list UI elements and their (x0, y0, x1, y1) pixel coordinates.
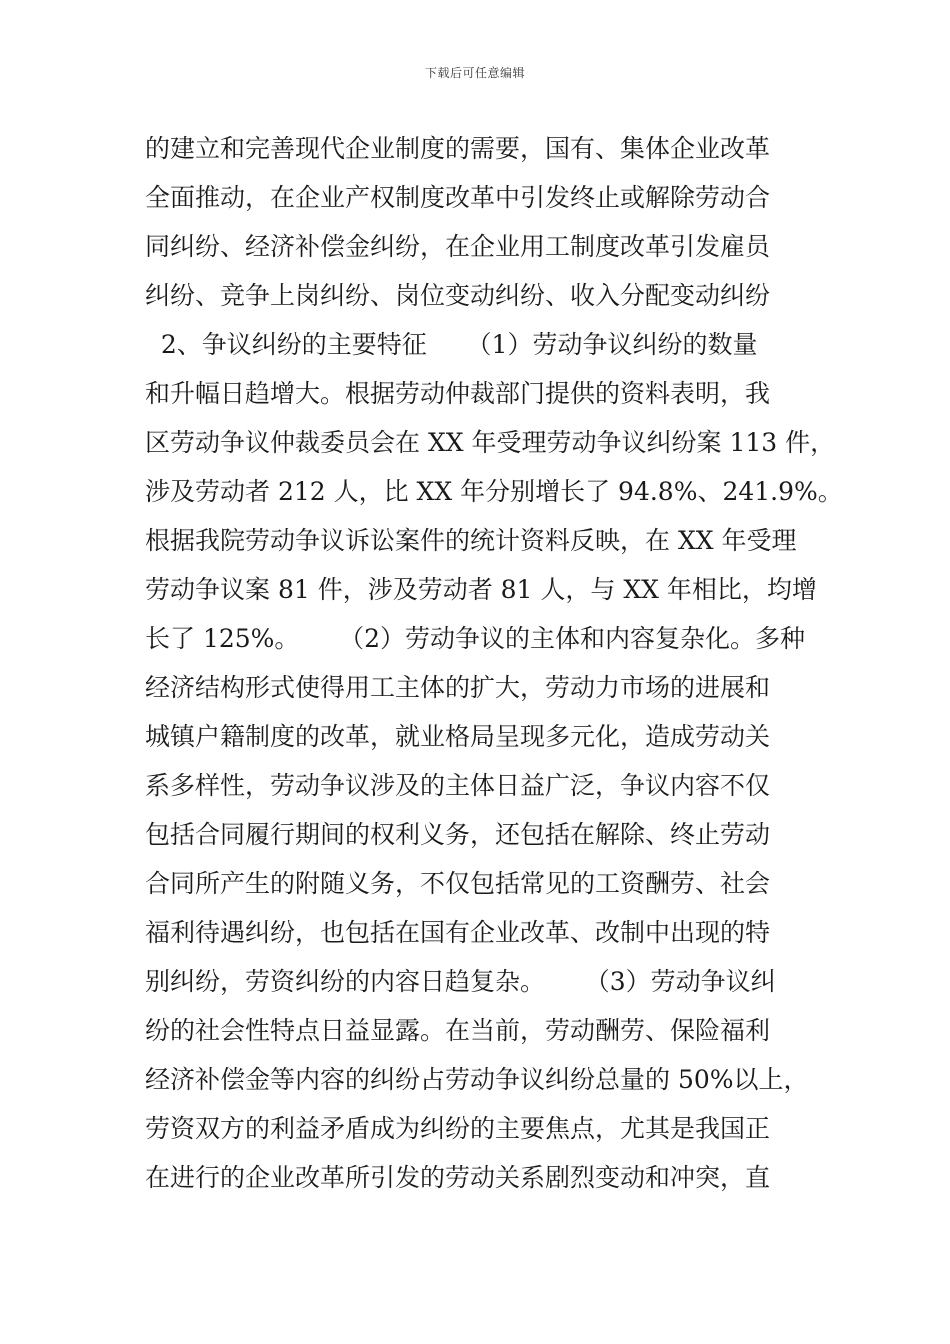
page-header: 下载后可任意编辑 (424, 66, 525, 80)
text-line: 系多样性，劳动争议涉及的主体日益广泛，争议内容不仅 (145, 771, 771, 800)
text-line: 劳资双方的利益矛盾成为纠纷的主要焦点，尤其是我国正 (145, 1114, 771, 1143)
text-line: 纷的社会性特点日益显露。在当前，劳动酬劳、保险福利 (145, 1016, 771, 1045)
text-line: 合同所产生的附随义务，不仅包括常见的工资酬劳、社会 (145, 869, 771, 898)
text-line: 长了 125%。 （2）劳动争议的主体和内容复杂化。多种 (145, 624, 806, 653)
text-line: 福利待遇纠纷，也包括在国有企业改革、改制中出现的特 (145, 918, 771, 947)
text-line: 和升幅日趋增大。根据劳动仲裁部门提供的资料表明，我 (145, 379, 771, 408)
text-line: 全面推动，在企业产权制度改革中引发终止或解除劳动合 (145, 183, 771, 212)
text-line: 的建立和完善现代企业制度的需要，国有、集体企业改革 (145, 134, 771, 163)
text-line: 在进行的企业改革所引发的劳动关系剧烈变动和冲突，直 (145, 1163, 771, 1192)
text-line: 城镇户籍制度的改革，就业格局呈现多元化，造成劳动关 (145, 722, 771, 751)
text-line: 区劳动争议仲裁委员会在 XX 年受理劳动争议纠纷案 113 件， (145, 428, 836, 457)
text-line: 根据我院劳动争议诉讼案件的统计资料反映，在 XX 年受理 (145, 526, 797, 555)
text-line: 2、争议纠纷的主要特征 （1）劳动争议纠纷的数量 (145, 330, 758, 359)
text-line: 劳动争议案 81 件，涉及劳动者 81 人，与 XX 年相比，均增 (145, 575, 817, 604)
text-line: 经济结构形式使得用工主体的扩大，劳动力市场的进展和 (145, 673, 771, 702)
text-line: 同纠纷、经济补偿金纠纷，在企业用工制度改革引发雇员 (145, 232, 771, 261)
text-line: 经济补偿金等内容的纠纷占劳动争议纠纷总量的 50%以上， (145, 1065, 809, 1094)
text-line: 纠纷、竞争上岗纠纷、岗位变动纠纷、收入分配变动纠纷 (145, 281, 771, 310)
text-line: 包括合同履行期间的权利义务，还包括在解除、终止劳动 (145, 820, 771, 849)
document-body (145, 124, 843, 1202)
text-line: 涉及劳动者 212 人，比 XX 年分别增长了 94.8%、241.9%。 (145, 477, 843, 506)
text-line: 别纠纷，劳资纠纷的内容日趋复杂。 （3）劳动争议纠 (145, 967, 776, 996)
